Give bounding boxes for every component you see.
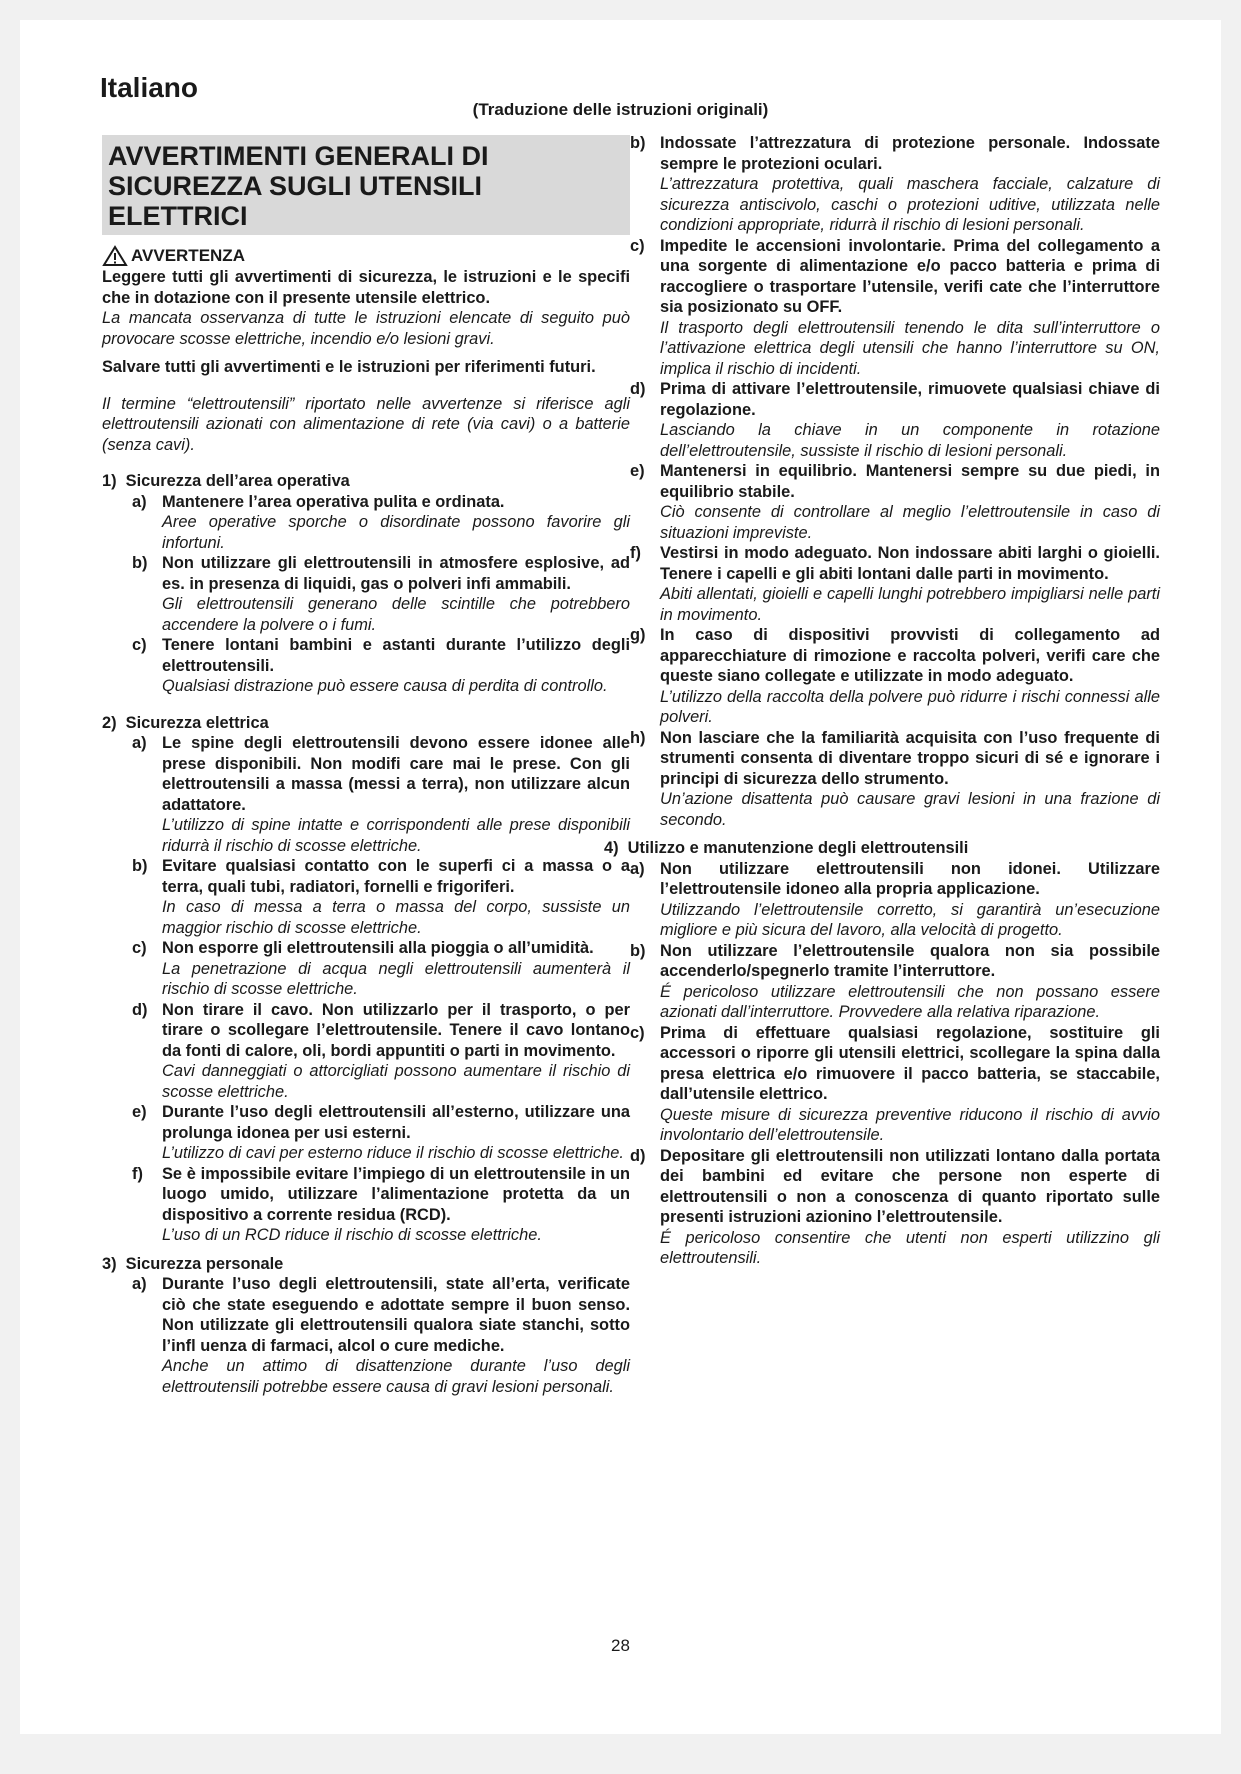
warning-italic-text: La mancata osservanza di tutte le istruzioni elencate di seguito può provocare scosse elettriche, incendio e/o lesioni gravi.: [102, 309, 630, 348]
list-item: c) Tenere lontani bambini e astanti durante l’utilizzo degli elettroutensili.: [132, 636, 630, 675]
item-note: L’attrezzatura protettiva, quali maschera facciale, calzature di sicurezza antiscivolo, caschi o protezioni uditive, utilizzata nelle condizioni appropriate, ridurrà il rischio di lesioni personali.: [660, 175, 1160, 234]
section-1: [102, 471, 630, 697]
item-note: Abiti allentati, gioielli e capelli lunghi potrebbero impigliarsi nelle parti in movimento.: [660, 585, 1160, 624]
list-item: e) Mantenersi in equilibrio. Mantenersi sempre su due piedi, in equilibrio stabile.: [630, 462, 1160, 501]
list-item: d) Non tirare il cavo. Non utilizzarlo per il trasporto, o per tirare o scollegare l’elettroutensile. Tenere il cavo lontano da fonti di calore, oli, bordi appuntiti o parti in movimento.: [132, 1000, 630, 1060]
item-note: Utilizzando l’elettroutensile corretto, si garantirà un’esecuzione migliore e più sicura del lavoro, alla velocità di progetto.: [660, 900, 1160, 939]
warning-triangle-icon: [102, 245, 128, 267]
item-note: In caso di messa a terra o massa del corpo, sussiste un maggior rischio di scosse elettriche.: [162, 898, 630, 937]
list-item: h) Non lasciare che la familiarità acquisita con l’uso frequente di strumenti consenta di diventare troppo sicuri di sé e ignorare i principi di sicurezza dello strumento.: [630, 728, 1160, 788]
item-note: L’uso di un RCD riduce il rischio di scosse elettriche.: [162, 1226, 542, 1244]
item-note: Un’azione disattenta può causare gravi lesioni in una frazione di secondo.: [660, 790, 1160, 829]
page-number: 28: [611, 1636, 630, 1655]
item-note: L’utilizzo di spine intatte e corrispondenti alle prese disponibili ridurrà il rischio di scosse elettriche.: [162, 816, 630, 855]
item-note: Il trasporto degli elettroutensili tenendo le dita sull’interruttore o l’attivazione elettrica degli utensili che hanno l’interruttore su ON, implica il rischio di incidenti.: [660, 318, 1160, 378]
item-note: Anche un attimo di disattenzione durante l’uso degli elettroutensili potrebbe essere causa di gravi lesioni personali.: [162, 1357, 630, 1396]
item-note: Ciò consente di controllare al meglio l’elettroutensile in caso di situazioni impreviste.: [660, 503, 1160, 542]
list-item: b) Indossate l’attrezzatura di protezione personale. Indossate sempre le protezioni oculari.: [630, 134, 1160, 173]
item-note: L’utilizzo della raccolta della polvere può ridurre i rischi connessi alle polveri.: [660, 687, 1160, 726]
item-note: Aree operative sporche o disordinate possono favorire gli infortuni.: [162, 513, 630, 552]
list-item: a) Durante l’uso degli elettroutensili, state all’erta, verificate ciò che state eseguendo e adottate sempre il buon senso. Non utilizzate gli elettroutensili qualora siate stanchi, sotto l’infl uenza di farmaci, alcol o cure mediche.: [132, 1275, 630, 1355]
list-item: a) Le spine degli elettroutensili devono essere idonee alle prese disponibili. Non modifi care mai le prese. Con gli elettroutensili a massa (messi a terra), non utilizzare alcun adattatore.: [132, 734, 630, 814]
warning-label: AVVERTENZA: [131, 245, 245, 265]
list-item: a) Mantenere l’area operativa pulita e ordinata.: [132, 492, 505, 511]
list-item: c) Non esporre gli elettroutensili alla pioggia o all’umidità.: [132, 939, 594, 957]
list-item: f) Se è impossibile evitare l’impiego di un elettroutensile in un luogo umido, utilizzare l’alimentazione protetta da un dispositivo a corrente residua (RCD).: [132, 1164, 630, 1224]
list-item: b) Non utilizzare gli elettroutensili in atmosfere esplosive, ad es. in presenza di liquidi, gas o polveri infi ammabili.: [132, 554, 630, 593]
section-3: [102, 1254, 630, 1398]
save-instructions: Salvare tutti gli avvertimenti e le istruzioni per riferimenti futuri.: [102, 358, 596, 376]
section-title: 1) Sicurezza dell’area operativa: [102, 472, 350, 490]
list-item: d) Prima di attivare l’elettroutensile, rimuovete qualsiasi chiave di regolazione.: [630, 380, 1160, 419]
list-item: d) Depositare gli elettroutensili non utilizzati lontano dalla portata dei bambini ed evitare che persone non esperte di elettroutensili o non a conoscenza di quanto riportato sulle presenti istruzioni azionino l’elettroutensile.: [630, 1146, 1160, 1226]
warning-heading: [102, 245, 630, 267]
right-column: [604, 133, 1160, 1269]
section-banner: AVVERTIMENTI GENERALI DI SICUREZZA SUGLI UTENSILI ELETTRICI: [102, 135, 630, 235]
item-note: Gli elettroutensili generano delle scintille che potrebbero accendere la polvere o i fumi.: [162, 595, 630, 634]
left-column: [102, 135, 630, 1397]
item-note: É pericoloso utilizzare elettroutensili che non possano essere azionati dall’interruttore. Provvedere alla relativa riparazione.: [660, 982, 1160, 1021]
item-note: Qualsiasi distrazione può essere causa di perdita di controllo.: [162, 677, 608, 695]
warning-bold-text: Leggere tutti gli avvertimenti di sicurezza, le istruzioni e le specifi che in dotazione con il presente utensile elettrico.: [102, 268, 630, 307]
section-title: 2) Sicurezza elettrica: [102, 713, 269, 732]
section-2: [102, 713, 630, 1246]
list-item: b) Evitare qualsiasi contatto con le superfi ci a massa o a terra, quali tubi, radiatori, fornelli e frigoriferi.: [132, 857, 630, 896]
list-item: g) In caso di dispositivi provvisti di collegamento ad apparecchiature di rimozione e raccolta polveri, verifi care che queste siano collegate e utilizzate in modo adeguato.: [630, 626, 1160, 685]
language-heading: Italiano: [100, 72, 199, 103]
item-note: Cavi danneggiati o attorcigliati possono aumentare il rischio di scosse elettriche.: [162, 1062, 630, 1101]
section-title: 4) Utilizzo e manutenzione degli elettroutensili: [604, 839, 969, 857]
list-item: f) Vestirsi in modo adeguato. Non indossare abiti larghi o gioielli. Tenere i capelli e gli abiti lontani dalle parti in movimento.: [630, 544, 1160, 583]
manual-page: [20, 20, 1221, 1734]
list-item: e) Durante l’uso degli elettroutensili all’esterno, utilizzare una prolunga idonea per usi esterni.: [132, 1103, 630, 1142]
list-item: c) Impedite le accensioni involontarie. Prima del collegamento a una sorgente di alimentazione e/o pacco batteria e prima di raccogliere o trasportare l’utensile, verifi cate che l’interruttore sia posizionato su OFF.: [630, 236, 1160, 316]
item-note: É pericoloso consentire che utenti non esperti utilizzino gli elettroutensili.: [660, 1228, 1160, 1267]
list-item: c) Prima di effettuare qualsiasi regolazione, sostituire gli accessori o riporre gli utensili elettrici, scollegare la spina dalla presa elettrica e/o rimuovere il pacco batteria, se staccabile, dall’utensile elettrico.: [630, 1023, 1160, 1103]
document-subtitle: (Traduzione delle istruzioni originali): [472, 100, 769, 119]
term-definition: Il termine “elettroutensili” riportato nelle avvertenze si riferisce agli elettroutensili azionati con alimentazione di rete (via cavi) o a batterie (senza cavi).: [102, 394, 630, 454]
list-item: b) Non utilizzare l’elettroutensile qualora non sia possibile accenderlo/spegnerlo tramite l’interruttore.: [630, 941, 1160, 980]
list-item: a) Non utilizzare elettroutensili non idonei. Utilizzare l’elettroutensile idoneo alla propria applicazione.: [630, 859, 1160, 898]
item-note: Queste misure di sicurezza preventive riducono il rischio di avvio involontario dell’elettroutensile.: [660, 1105, 1160, 1144]
item-note: Lasciando la chiave in un componente in rotazione dell’elettroutensile, sussiste il rischio di lesioni personali.: [660, 421, 1160, 460]
item-note: L’utilizzo di cavi per esterno riduce il rischio di scosse elettriche.: [162, 1144, 624, 1162]
section-4: [604, 838, 1160, 1269]
section-title: 3) Sicurezza personale: [102, 1254, 284, 1273]
item-note: La penetrazione di acqua negli elettroutensili aumenterà il rischio di scosse elettriche.: [162, 959, 630, 998]
